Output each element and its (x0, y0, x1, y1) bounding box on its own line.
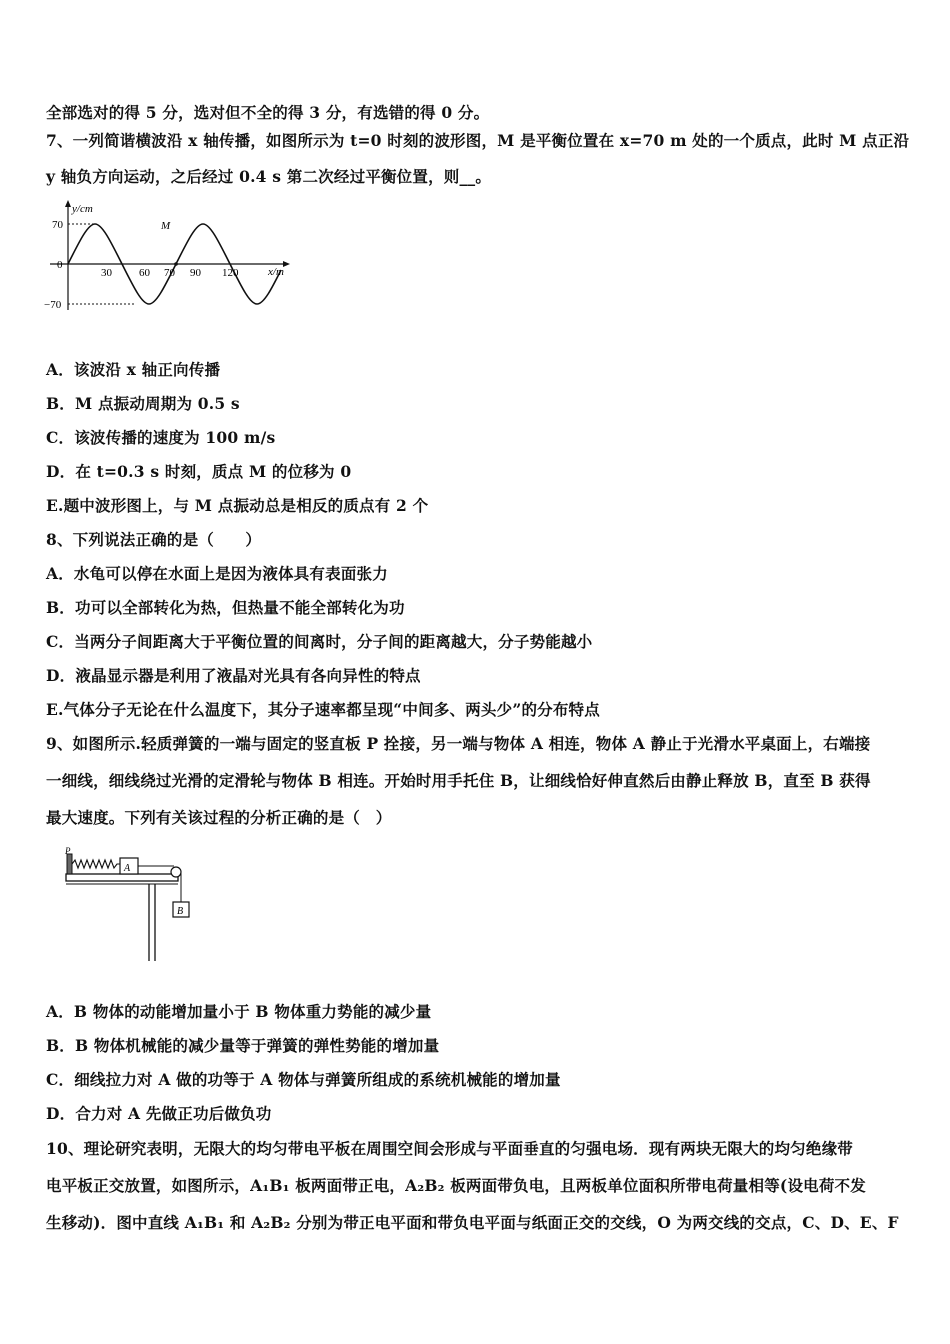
q9-spring-pulley-figure (56, 846, 201, 966)
q7-option-e: E.题中波形图上，与 M 点振动总是相反的质点有 2 个 (46, 496, 429, 515)
label-b: B (177, 906, 184, 917)
q8-option-d: D．液晶显示器是利用了液晶对光具有各向异性的特点 (46, 666, 421, 685)
y-tick-0: 0 (57, 259, 63, 271)
q7-option-a: A．该波沿 x 轴正向传播 (46, 360, 221, 379)
vertical-plate-p (67, 854, 72, 874)
point-m-marker (174, 262, 178, 266)
x-tick-120: 120 (222, 267, 239, 279)
label-a: A (124, 863, 131, 874)
q7-stem-line-1: 7、一列简谐横波沿 x 轴传播，如图所示为 t=0 时刻的波形图，M 是平衡位置在 x=70 m 处的一个质点，此时 M 点正沿 (46, 131, 910, 150)
q7-option-c: C．该波传播的速度为 100 m/s (46, 428, 276, 447)
q8-option-b: B．功可以全部转化为热，但热量不能全部转化为功 (46, 598, 405, 617)
spring (72, 860, 120, 868)
point-m-label: M (161, 220, 171, 232)
q8-option-c: C．当两分子间距离大于平衡位置的间离时，分子间的距离越大，分子势能越小 (46, 632, 593, 651)
q9-stem-line-1: 9、如图所示.轻质弹簧的一端与固定的竖直板 P 拴接，另一端与物体 A 相连，物体 A 静止于光滑水平桌面上，右端接 (46, 734, 871, 753)
table-top (66, 874, 178, 881)
q9-stem-line-3: 最大速度。下列有关该过程的分析正确的是（ ） (46, 808, 392, 827)
x-tick-70: 70 (164, 267, 175, 279)
q9-option-d: D．合力对 A 先做正功后做负功 (46, 1104, 272, 1123)
x-tick-60: 60 (139, 267, 150, 279)
q8-stem: 8、下列说法正确的是（ ） (46, 530, 262, 549)
y-tick-neg70: −70 (44, 299, 62, 311)
x-tick-90: 90 (190, 267, 201, 279)
x-axis-label: x/m (268, 266, 284, 278)
x-axis-arrow-icon (283, 261, 290, 267)
q7-option-d: D．在 t=0.3 s 时刻，质点 M 的位移为 0 (46, 462, 352, 481)
q7-stem-line-2: y 轴负方向运动，之后经过 0.4 s 第二次经过平衡位置，则__。 (46, 167, 492, 186)
y-axis-arrow-icon (65, 200, 71, 207)
q7-wave-graph (40, 198, 300, 318)
q9-option-b: B．B 物体机械能的减少量等于弹簧的弹性势能的增加量 (46, 1036, 440, 1055)
q9-option-a: A．B 物体的动能增加量小于 B 物体重力势能的减少量 (46, 1002, 432, 1021)
q10-stem-line-3: 生移动)．图中直线 A₁B₁ 和 A₂B₂ 分别为带正电平面和带负电平面与纸面正交的交线，O 为两交线的交点，C、D、E、F (46, 1213, 899, 1232)
q9-stem-line-2: 一细线，细线绕过光滑的定滑轮与物体 B 相连。开始时用手托住 B，让细线恰好伸直然后由静止释放 B，直至 B 获得 (46, 771, 871, 790)
q10-stem-line-1: 10、理论研究表明，无限大的均匀带电平板在周围空间会形成与平面垂直的匀强电场．现有两块无限大的均匀绝缘带 (46, 1139, 853, 1158)
q9-option-c: C．细线拉力对 A 做的功等于 A 物体与弹簧所组成的系统机械能的增加量 (46, 1070, 561, 1089)
q10-stem-line-2: 电平板正交放置，如图所示，A₁B₁ 板两面带正电，A₂B₂ 板两面带负电，且两板单位面积所带电荷量相等(设电荷不发 (46, 1176, 866, 1195)
q8-option-e: E.气体分子无论在什么温度下，其分子速率都呈现“中间多、两头少”的分布特点 (46, 700, 600, 719)
x-tick-30: 30 (101, 267, 112, 279)
y-axis-label: y/cm (72, 203, 93, 215)
label-p: P (65, 846, 71, 856)
q7-option-b: B．M 点振动周期为 0.5 s (46, 394, 240, 413)
intro-text: 全部选对的得 5 分，选对但不全的得 3 分，有选错的得 0 分。 (46, 103, 490, 122)
y-tick-70: 70 (52, 219, 63, 231)
q8-option-a: A．水龟可以停在水面上是因为液体具有表面张力 (46, 564, 388, 583)
pulley (171, 867, 181, 877)
